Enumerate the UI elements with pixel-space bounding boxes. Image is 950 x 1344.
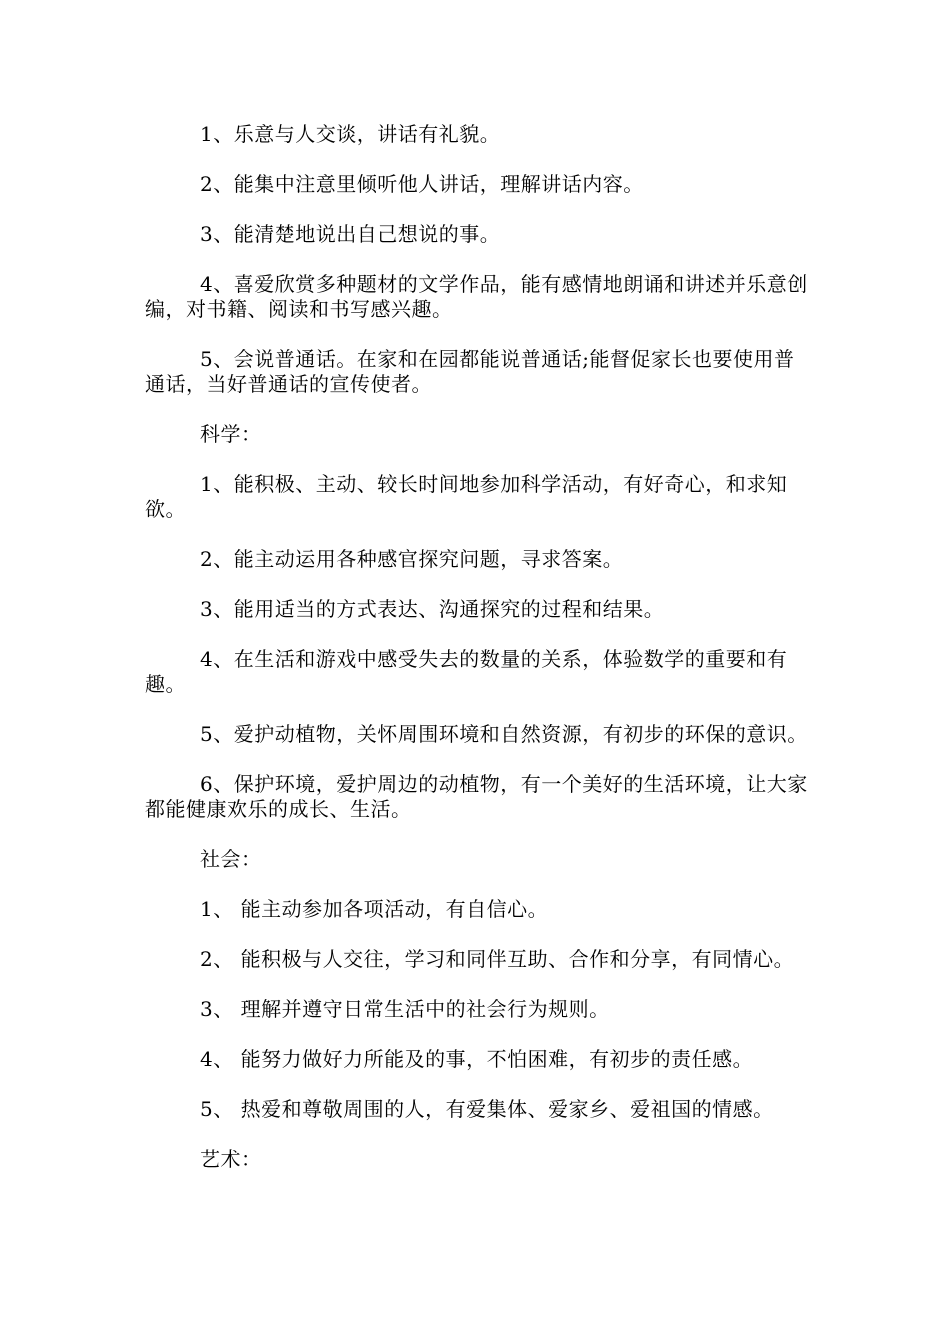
science-goal-2: 2、能主动运用各种感官探究问题，寻求答案。 <box>200 547 624 571</box>
society-goal-2: 2、 能积极与人交往，学习和同伴互助、合作和分享，有同情心。 <box>200 947 795 971</box>
science-goal-5: 5、爱护动植物，关怀周围环境和自然资源，有初步的环保的意识。 <box>200 722 808 746</box>
language-goal-4: 4、喜爱欣赏多种题材的文学作品，能有感情地朗诵和讲述并乐意创编，对书籍、阅读和书写感兴趣。 <box>145 272 808 321</box>
science-goal-6: 6、保护环境，爱护周边的动植物，有一个美好的生活环境，让大家都能健康欢乐的成长、生活。 <box>145 772 808 821</box>
society-goal-1: 1、 能主动参加各项活动，有自信心。 <box>200 897 549 921</box>
society-goal-3: 3、 理解并遵守日常生活中的社会行为规则。 <box>200 997 610 1021</box>
language-goal-5: 5、会说普通话。在家和在园都能说普通话;能督促家长也要使用普通话，当好普通话的宣传使者。 <box>145 347 795 396</box>
language-goal-2: 2、能集中注意里倾听他人讲话，理解讲话内容。 <box>200 172 644 196</box>
section-heading-science: 科学： <box>200 422 262 446</box>
science-goal-4: 4、在生活和游戏中感受失去的数量的关系，体验数学的重要和有趣。 <box>145 647 788 696</box>
document-body <box>145 122 810 1197</box>
society-goal-5: 5、 热爱和尊敬周围的人，有爱集体、爱家乡、爱祖国的情感。 <box>200 1097 774 1121</box>
language-goal-1: 1、乐意与人交谈，讲话有礼貌。 <box>200 122 501 146</box>
society-goal-4: 4、 能努力做好力所能及的事，不怕困难，有初步的责任感。 <box>200 1047 754 1071</box>
section-heading-society: 社会： <box>200 847 262 871</box>
science-goal-1: 1、能积极、主动、较长时间地参加科学活动，有好奇心，和求知欲。 <box>145 472 788 521</box>
language-goal-3: 3、能清楚地说出自己想说的事。 <box>200 222 501 246</box>
science-goal-3: 3、能用适当的方式表达、沟通探究的过程和结果。 <box>200 597 665 621</box>
section-heading-art: 艺术： <box>200 1147 262 1171</box>
